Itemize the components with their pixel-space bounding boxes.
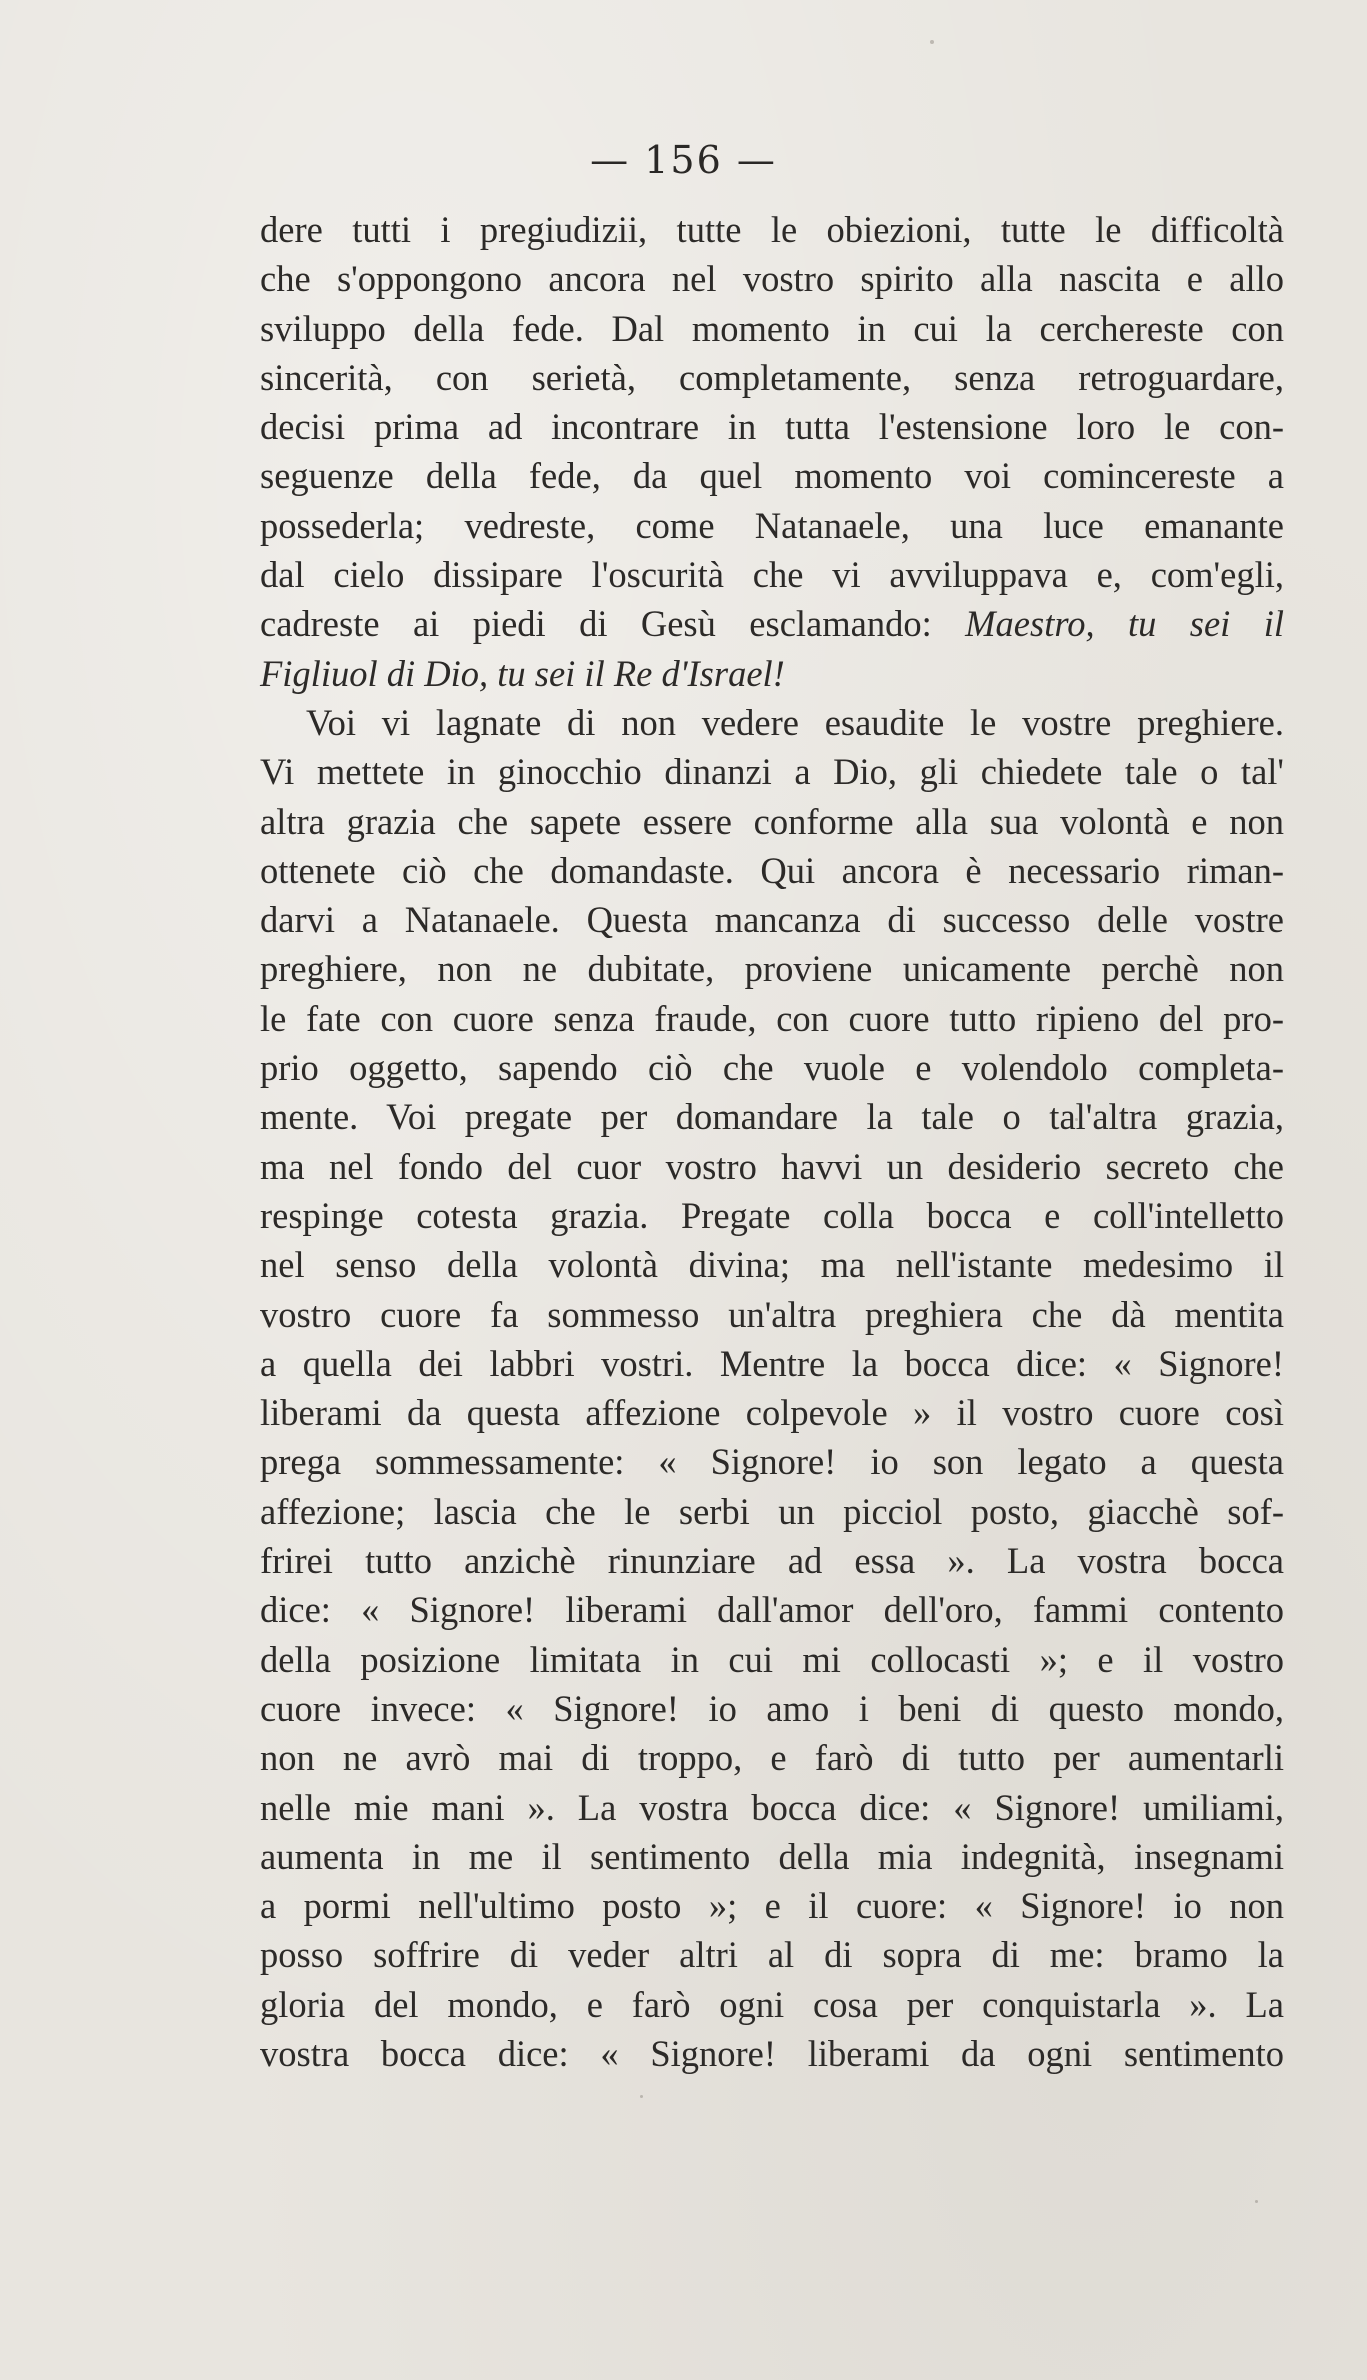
line-text: ottenete ciò che domandaste. Qui ancora è necessario riman-	[260, 849, 1284, 891]
line-text: cuore invece: « Signore! io amo i beni di questo mondo,	[260, 1687, 1284, 1729]
line-text: a quella dei labbri vostri. Mentre la bocca dice: « Signore!	[260, 1342, 1284, 1384]
line-text: aumenta in me il sentimento della mia indegnità, insegnami	[260, 1835, 1284, 1877]
text-line	[260, 1733, 1284, 1782]
line-text: ma nel fondo del cuor vostro havvi un desiderio secreto che	[260, 1145, 1284, 1187]
text-line	[260, 451, 1284, 500]
line-text: decisi prima ad incontrare in tutta l'estensione loro le con-	[260, 406, 1284, 448]
text-line	[260, 1339, 1284, 1388]
text-line	[260, 895, 1284, 944]
line-text: seguenze della fede, da quel momento voi comincereste a	[260, 455, 1284, 497]
line-text: Voi vi lagnate di non vedere esaudite le vostre preghiere.	[306, 701, 1284, 743]
line-text: possederla; vedreste, come Natanaele, una luce emanante	[260, 504, 1284, 546]
text-line	[260, 1437, 1284, 1486]
text-line	[260, 1487, 1284, 1536]
line-text: vostra bocca dice: « Signore! liberami da ogni sentimento	[260, 2032, 1284, 2074]
text-line	[260, 304, 1284, 353]
text-line	[260, 205, 1284, 254]
text-line	[260, 1043, 1284, 1092]
line-text: dere tutti i pregiudizii, tutte le obiezioni, tutte le difficoltà	[260, 209, 1284, 250]
line-text: gloria del mondo, e farò ogni cosa per conquistarla ». La	[260, 1983, 1284, 2025]
line-text: vostro cuore fa sommesso un'altra preghiera che dà mentita	[260, 1293, 1284, 1335]
text-line	[260, 1684, 1284, 1733]
text-line	[260, 649, 1284, 698]
line-text: liberami da questa affezione colpevole » il vostro cuore così	[260, 1392, 1284, 1434]
line-text: dal cielo dissipare l'oscurità che vi avviluppava e, com'egli,	[260, 554, 1284, 596]
line-text: mente. Voi pregate per domandare la tale o tal'altra grazia,	[260, 1096, 1284, 1138]
text-line	[260, 254, 1284, 303]
text-line	[260, 353, 1284, 402]
text-line	[260, 402, 1284, 451]
line-text: a pormi nell'ultimo posto »; e il cuore: « Signore! io non	[260, 1885, 1284, 1927]
line-text: preghiere, non ne dubitate, proviene unicamente perchè non	[260, 948, 1284, 990]
line-text: respinge cotesta grazia. Pregate colla bocca e coll'intelletto	[260, 1194, 1284, 1236]
line-text: cadreste ai piedi di Gesù esclamando:	[260, 603, 966, 645]
text-line	[260, 1783, 1284, 1832]
text-line	[260, 501, 1284, 550]
line-text: prega sommessamente: « Signore! io son legato a questa	[260, 1441, 1284, 1483]
line-text: della posizione limitata in cui mi collocasti »; e il vostro	[260, 1638, 1284, 1680]
line-text: Vi mettete in ginocchio dinanzi a Dio, gli chiedete tale o tal'	[260, 751, 1284, 793]
text-line	[260, 698, 1284, 747]
text-line	[260, 1191, 1284, 1240]
text-line	[260, 1585, 1284, 1634]
line-text: nel senso della volontà divina; ma nell'istante medesimo il	[260, 1244, 1284, 1286]
line-text: sviluppo della fede. Dal momento in cui la cerchereste con	[260, 307, 1284, 349]
text-line	[260, 1536, 1284, 1585]
text-line	[260, 994, 1284, 1043]
text-line	[260, 846, 1284, 895]
line-text: nelle mie mani ». La vostra bocca dice: « Signore! umiliami,	[260, 1786, 1284, 1828]
text-line	[260, 747, 1284, 796]
line-text: affezione; lascia che le serbi un picciol posto, giacchè sof-	[260, 1490, 1284, 1532]
line-text: Figliuol di Dio, tu sei il Re d'Israel!	[260, 652, 785, 694]
text-line	[260, 1142, 1284, 1191]
text-line	[260, 1980, 1284, 2029]
page-number: — 156 —	[590, 138, 777, 182]
line-text: dice: « Signore! liberami dall'amor dell'oro, fammi contento	[260, 1589, 1284, 1631]
text-line	[260, 1290, 1284, 1339]
line-italic-text: Maestro, tu sei il	[965, 603, 1284, 645]
line-text: darvi a Natanaele. Questa mancanza di successo delle vostre	[260, 899, 1284, 941]
text-line	[260, 2029, 1284, 2078]
text-line	[260, 1388, 1284, 1437]
line-text: altra grazia che sapete essere conforme alla sua volontà e non	[260, 800, 1284, 842]
line-text: posso soffrire di veder altri al di sopra di me: bramo la	[260, 1934, 1284, 1976]
line-text: che s'oppongono ancora nel vostro spirito alla nascita e allo	[260, 258, 1284, 300]
text-line	[260, 599, 1284, 648]
body-text	[260, 205, 1284, 2078]
text-line	[260, 1881, 1284, 1930]
text-line	[260, 1930, 1284, 1979]
line-text: prio oggetto, sapendo ciò che vuole e volendolo completa-	[260, 1047, 1284, 1089]
text-line	[260, 550, 1284, 599]
text-line	[260, 1240, 1284, 1289]
line-text: sincerità, con serietà, completamente, senza retroguardare,	[260, 356, 1284, 398]
line-text: non ne avrò mai di troppo, e farò di tutto per aumentarli	[260, 1737, 1284, 1779]
text-line	[260, 797, 1284, 846]
line-text: le fate con cuore senza fraude, con cuore tutto ripieno del pro-	[260, 997, 1284, 1039]
text-line	[260, 1092, 1284, 1141]
text-line	[260, 1635, 1284, 1684]
text-line	[260, 944, 1284, 993]
text-line	[260, 1832, 1284, 1881]
line-text: frirei tutto anzichè rinunziare ad essa ». La vostra bocca	[260, 1540, 1284, 1582]
